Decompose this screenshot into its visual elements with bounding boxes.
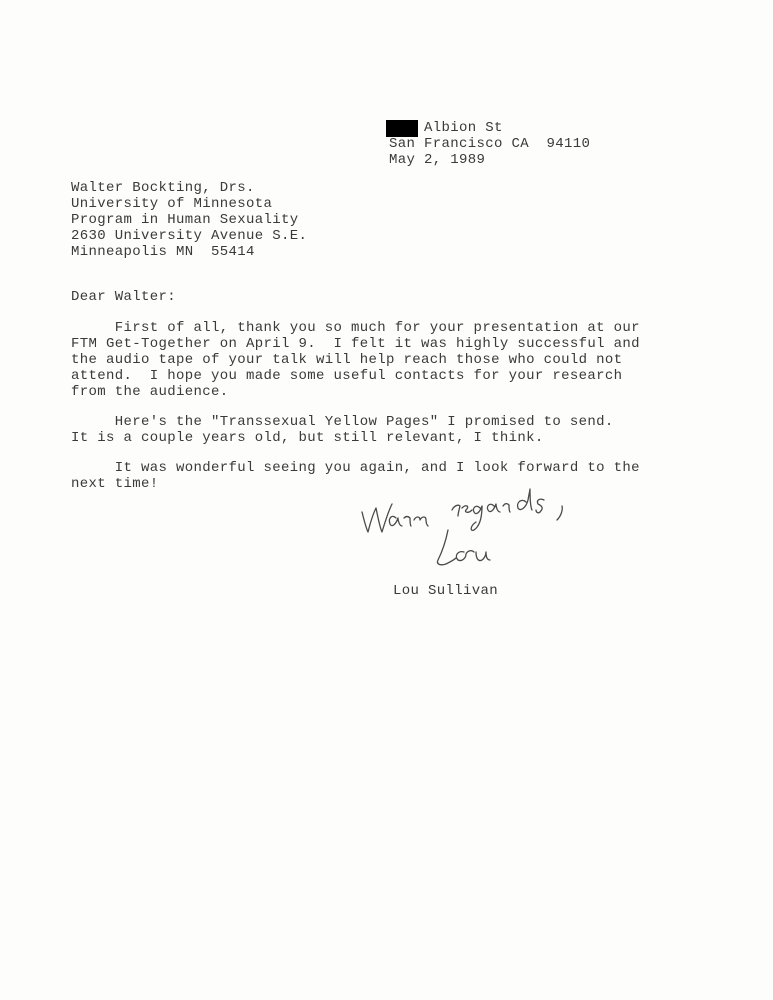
closing-stroke bbox=[452, 505, 460, 516]
closing-stroke bbox=[487, 504, 500, 512]
signature-stroke bbox=[456, 551, 474, 561]
recipient-line: 2630 University Avenue S.E. bbox=[71, 228, 308, 244]
closing-stroke bbox=[518, 489, 532, 510]
closing-stroke bbox=[557, 506, 562, 520]
signature-stroke bbox=[437, 530, 456, 565]
letter-date: May 2, 1989 bbox=[389, 152, 486, 168]
sender-street: Albion St bbox=[424, 120, 503, 136]
closing-stroke bbox=[404, 517, 411, 527]
redaction-box bbox=[386, 120, 418, 137]
sender-city-line: San Francisco CA 94110 bbox=[389, 136, 591, 152]
body-line: First of all, thank you so much for your presentation at our bbox=[71, 320, 640, 336]
handwritten-signature bbox=[340, 488, 600, 578]
body-line: from the audience. bbox=[71, 384, 229, 400]
body-line: FTM Get-Together on April 9. I felt it was highly successful and bbox=[71, 336, 640, 352]
body-line: next time! bbox=[71, 476, 159, 492]
closing-stroke bbox=[389, 516, 402, 526]
closing-stroke bbox=[471, 506, 482, 530]
recipient-line: Minneapolis MN 55414 bbox=[71, 244, 255, 260]
body-line: Here's the "Transsexual Yellow Pages" I promised to send. bbox=[71, 414, 614, 430]
body-line: the audio tape of your talk will help reach those who could not bbox=[71, 352, 623, 368]
closing-stroke bbox=[536, 499, 544, 513]
signature-stroke bbox=[476, 552, 490, 561]
body-line: attend. I hope you made some useful contacts for your research bbox=[71, 368, 623, 384]
closing-stroke bbox=[462, 506, 472, 512]
body-line: It was wonderful seeing you again, and I look forward to the bbox=[71, 460, 640, 476]
closing-stroke bbox=[503, 504, 510, 512]
recipient-line: Walter Bockting, Drs. bbox=[71, 180, 255, 196]
salutation: Dear Walter: bbox=[71, 289, 177, 305]
closing-stroke bbox=[362, 504, 392, 532]
closing-stroke bbox=[414, 517, 428, 526]
body-line: It is a couple years old, but still relevant, I think. bbox=[71, 430, 544, 446]
recipient-line: Program in Human Sexuality bbox=[71, 212, 299, 228]
recipient-line: University of Minnesota bbox=[71, 196, 273, 212]
typed-name: Lou Sullivan bbox=[393, 583, 499, 599]
